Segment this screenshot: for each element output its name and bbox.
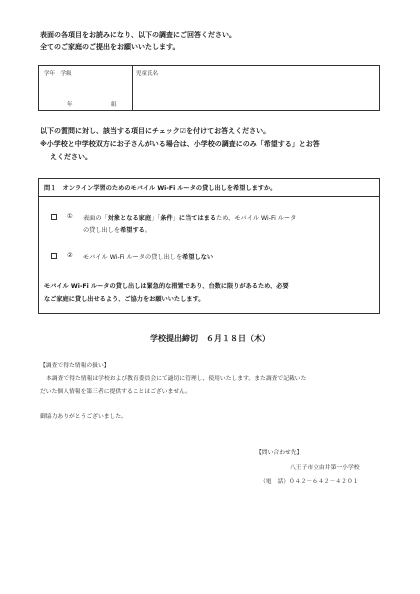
class-label: 組 — [111, 102, 117, 108]
instruction-line-2: ※小学校と中学校双方にお子さんがいる場合は、小学校の調査にのみ「希望する」とお答 — [40, 140, 320, 148]
intro-line-2: 全てのご家庭のご提出をお願いいたします。 — [40, 43, 180, 51]
instruction-line-3: えください。 — [50, 153, 92, 161]
intro-line-1: 表面の各項目をお読みになり、以下の調査にご回答ください。 — [40, 31, 236, 39]
instruction-line-1: 以下の質問に対し、該当する項目にチェック☑を付けてお答えください。 — [40, 127, 271, 135]
privacy-title: 【調査で得た情報の扱い】 — [40, 363, 110, 369]
student-name-label: 児童氏名 — [136, 71, 159, 77]
privacy-line-2: だいた個人情報を第三者に提供することはございません。 — [40, 389, 192, 395]
option2-checkbox[interactable] — [51, 253, 57, 259]
submission-deadline: 学校提出締切 ６月１８日（木） — [150, 334, 270, 343]
thanks-text: 御協力ありがとうございました。 — [40, 414, 127, 420]
option2-number: ② — [67, 252, 73, 259]
note-line-2: なご家庭に貸し出せるよう、ご協力をお願いいたします。 — [44, 296, 205, 303]
question-header: 問１ オンライン学習のためのモバイル Wi-Fi ルータの貸し出しを希望しますか。 — [44, 185, 277, 192]
contact-phone: （電 話）０４２－６４２－４２０１ — [260, 479, 359, 485]
privacy-line-1: 本調査で得た情報は学校および教育委員会にて適切に管理し、使用いたします。また調査で記載いた — [46, 376, 307, 382]
grade-class-label: 学年 学級 — [44, 71, 72, 77]
option1-number: ① — [67, 213, 73, 220]
year-label: 年 — [67, 102, 73, 108]
question-divider — [39, 196, 379, 197]
contact-school: 八王子市立由井第一小学校 — [290, 465, 360, 471]
option1-text-line2: の貸し出しを希望する。 — [83, 227, 152, 234]
student-info-table — [38, 65, 380, 111]
question-box — [38, 178, 380, 314]
option1-text: 表面の「対象となる家庭」「条件」に当てはまるため、モバイル Wi-Fi ルータ — [83, 215, 297, 222]
option1-checkbox[interactable] — [51, 214, 57, 220]
option2-text: モバイル Wi-Fi ルータの貸し出しを希望しない — [83, 254, 214, 261]
note-line-1: モバイル Wi-Fi ルータの貸し出しは緊急的な措置であり、台数に限りがあるため、必要 — [44, 283, 289, 290]
contact-title: 【問い合わせ先】 — [256, 450, 303, 456]
table-divider — [132, 66, 133, 110]
